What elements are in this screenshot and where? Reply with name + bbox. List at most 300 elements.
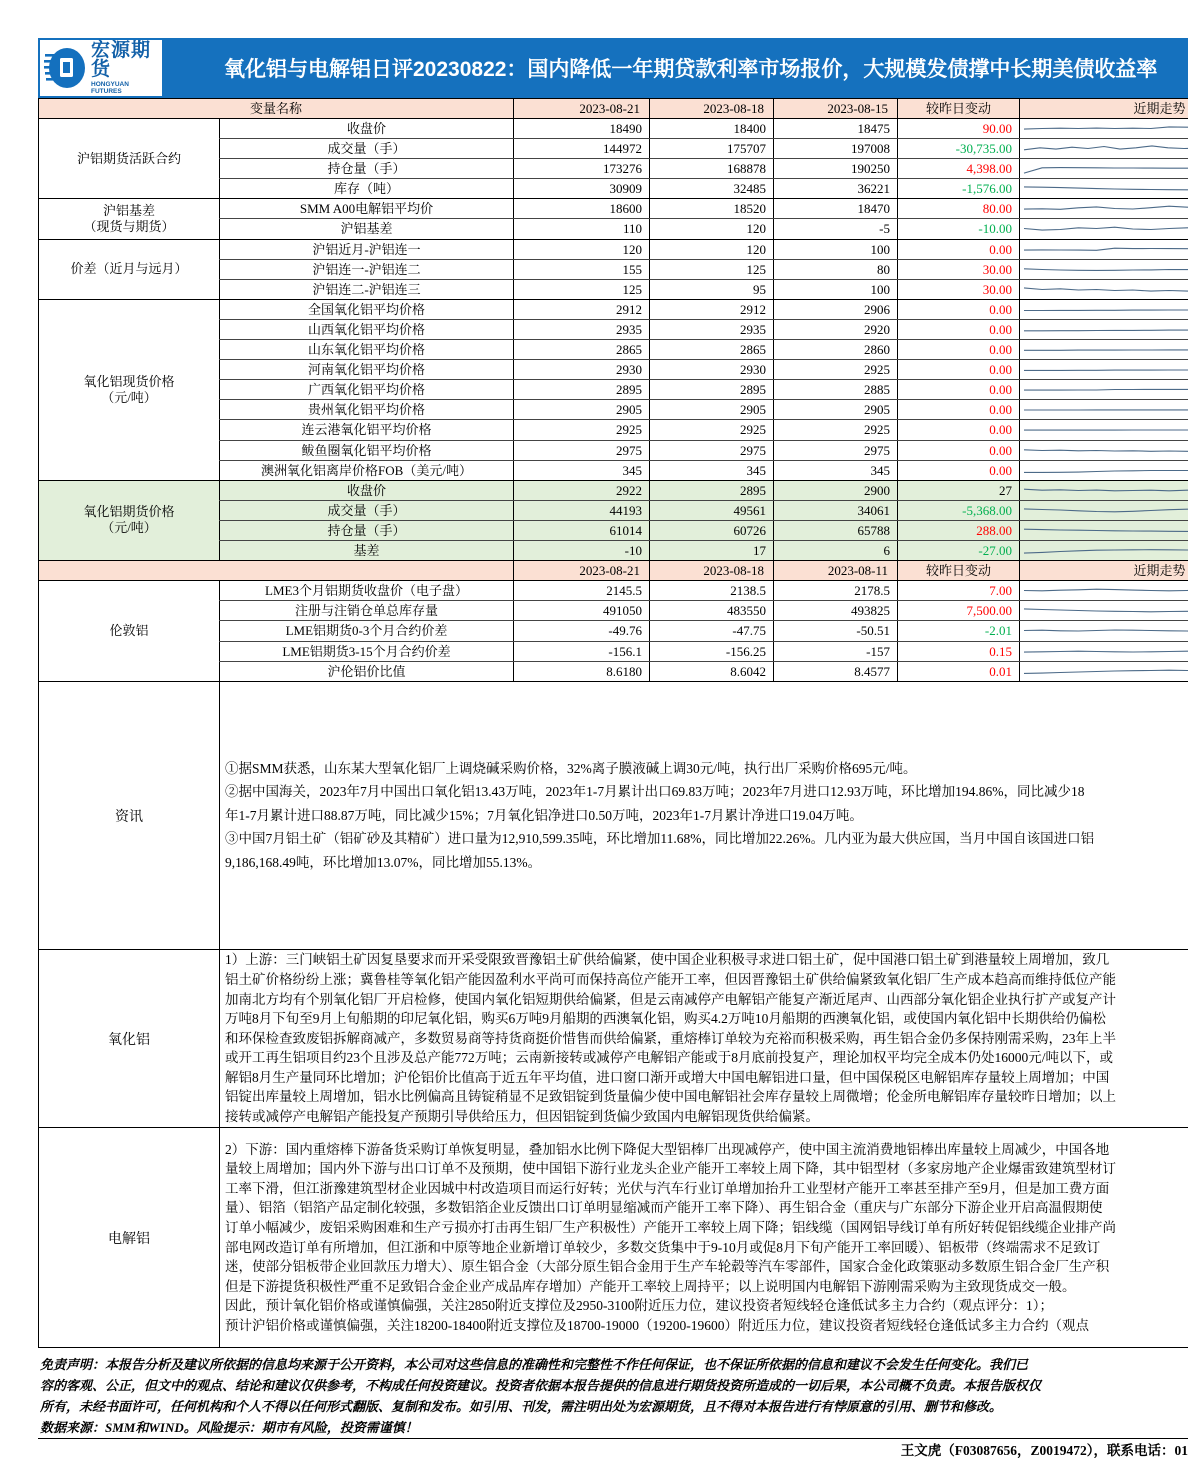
value-cell: 2912 (649, 300, 773, 319)
value-cell: 2925 (773, 420, 897, 439)
value-cell: 61014 (513, 521, 649, 540)
value-cell: 18490 (513, 119, 649, 138)
group-rows (219, 581, 1188, 681)
table-row (219, 280, 1188, 299)
section-text-line: 迷，使部分铝板带企业回款压力增大）、原生铝合金（大部分原生铝合金用于生产车轮毂等汽车零部件，国家合金化政策驱动多数原生铝合金厂生产积 (225, 1259, 1110, 1275)
section-label: 电解铝 (39, 1128, 220, 1347)
change-cell: 0.00 (897, 441, 1019, 460)
change-cell: 0.01 (897, 662, 1019, 681)
value-cell: 32485 (649, 179, 773, 198)
variable-name-cell: 澳洲氧化铝离岸价格FOB（美元/吨） (219, 461, 513, 480)
table-row (219, 601, 1188, 621)
value-cell: 8.6180 (513, 662, 649, 681)
value-cell: 120 (513, 240, 649, 259)
value-cell: 110 (513, 219, 649, 238)
trend-sparkline (1020, 400, 1188, 419)
value-cell: 2145.5 (513, 581, 649, 600)
change-cell: 27 (897, 481, 1019, 500)
value-cell: 2922 (513, 481, 649, 500)
trend-sparkline (1020, 159, 1188, 178)
trend-cell (1019, 119, 1188, 138)
change-cell: 0.00 (897, 360, 1019, 379)
change-cell: -27.00 (897, 541, 1019, 560)
date-header: 2023-08-15 (773, 99, 897, 118)
value-cell: 18600 (513, 199, 649, 218)
value-cell: 60726 (649, 521, 773, 540)
trend-cell (1019, 601, 1188, 620)
trend-sparkline (1020, 662, 1188, 681)
variable-name-cell: 库存（吨） (219, 179, 513, 198)
trend-cell (1019, 621, 1188, 640)
value-cell: 190250 (773, 159, 897, 178)
group-label-line: （元/吨） (101, 389, 157, 405)
value-cell: 2975 (513, 441, 649, 460)
trend-cell (1019, 501, 1188, 520)
change-cell: 0.00 (897, 380, 1019, 399)
value-cell: 34061 (773, 501, 897, 520)
change-cell: 7,500.00 (897, 601, 1019, 620)
trend-cell (1019, 521, 1188, 540)
section-text-line: 加南北方均有个别氧化铝厂开启检修，使国内氧化铝短期供给偏紧，但是云南减停产电解铝产能复产渐近尾声、山西部分氧化铝企业执行扩产或复产计 (225, 991, 1116, 1007)
table-group (39, 481, 1188, 561)
section-label: 氧化铝 (39, 950, 220, 1127)
variable-name-cell: 广西氧化铝平均价格 (219, 380, 513, 399)
value-cell: 18470 (773, 199, 897, 218)
variable-name-cell: 成交量（手） (219, 501, 513, 520)
group-rows (219, 300, 1188, 480)
company-logo (40, 40, 162, 96)
value-cell: 125 (513, 280, 649, 299)
group-rows (219, 119, 1188, 198)
logo-subtitle: HONGYUAN FUTURES (91, 81, 129, 95)
value-cell: -5 (773, 219, 897, 238)
trend-sparkline (1020, 481, 1188, 500)
trend-header: 近期走势 (1019, 561, 1188, 580)
section-text-line: 2）下游：国内重熔棒下游备货采购订单恢复明显，叠加铝水比例下降促大型铝棒厂出现减停产，使中国主流消费地铝棒出库量较上周减少，中国各地 (225, 1141, 1110, 1157)
table-group (39, 581, 1188, 682)
value-cell: 2865 (649, 340, 773, 359)
trend-cell (1019, 360, 1188, 379)
table-row (219, 441, 1188, 461)
group-rows (219, 481, 1188, 560)
table-row (219, 521, 1188, 541)
value-cell: 2895 (513, 380, 649, 399)
section-text-line: 但是下游提货积极性严重不足致铝合金企业产成品库存增加）产能开工率较上周持平；以上说明国内电解铝下游刚需采购为主致现货成交一般。 (225, 1278, 1076, 1294)
trend-sparkline (1020, 300, 1188, 319)
trend-sparkline (1020, 581, 1188, 600)
section-label: 资讯 (39, 682, 220, 949)
table-group (39, 199, 1188, 239)
change-header: 较昨日变动 (897, 561, 1019, 580)
value-cell: 2925 (773, 360, 897, 379)
change-cell: 0.00 (897, 240, 1019, 259)
change-cell: 7.00 (897, 581, 1019, 600)
variable-name-cell: LME3个月铝期货收盘价（电子盘） (219, 581, 513, 600)
value-cell: 2895 (649, 481, 773, 500)
data-table (38, 98, 1188, 682)
variable-name-cell: 收盘价 (219, 481, 513, 500)
table-header-row (39, 99, 1188, 119)
value-cell: -157 (773, 642, 897, 661)
date-header: 2023-08-21 (513, 99, 649, 118)
value-cell: 65788 (773, 521, 897, 540)
variable-name-cell: 鲅鱼圈氧化铝平均价格 (219, 441, 513, 460)
trend-cell (1019, 662, 1188, 681)
section-text-line: 铝土矿价格纷纷上涨；冀鲁桂等氧化铝产能因盈利水平尚可而保持高位产能开工率，但因晋豫铝土矿供给偏紧致氧化铝厂生产成本趋高而维持低位产能 (225, 971, 1116, 987)
value-cell: -156.1 (513, 642, 649, 661)
trend-cell (1019, 420, 1188, 439)
group-label-line: 沪铝基差 (102, 202, 155, 218)
variable-name-cell: LME铝期货3-15个月合约价差 (219, 642, 513, 661)
variable-name-header (39, 561, 513, 580)
section-text-line: ②据中国海关，2023年7月中国出口氧化铝13.43万吨，2023年1-7月累计出口69.83万吨；2023年7月进口12.93万吨，环比增加194.86%，同比减少18 (225, 784, 1085, 800)
trend-sparkline (1020, 541, 1188, 560)
date-header: 2023-08-18 (649, 99, 773, 118)
value-cell: 17 (649, 541, 773, 560)
table-row (219, 662, 1188, 681)
value-cell: 2930 (513, 360, 649, 379)
trend-sparkline (1020, 621, 1188, 640)
table-row (219, 380, 1188, 400)
value-cell: -47.75 (649, 621, 773, 640)
value-cell: 120 (649, 219, 773, 238)
trend-cell (1019, 581, 1188, 600)
value-cell: 6 (773, 541, 897, 560)
text-sections (38, 682, 1188, 1348)
value-cell: 100 (773, 280, 897, 299)
section-text-line: 解铝8月生产量同环比增加；沪伦铝价比值高于近五年平均值，进口窗口渐开或增大中国电解铝进口量，但中国保税区电解铝库存量较上周增加；中国 (225, 1069, 1110, 1085)
change-cell: -5,368.00 (897, 501, 1019, 520)
trend-cell (1019, 179, 1188, 198)
table-row (219, 199, 1188, 219)
table-row (219, 320, 1188, 340)
value-cell: 197008 (773, 139, 897, 158)
group-label-line: 氧化铝现货价格 (83, 373, 175, 389)
table-row (219, 219, 1188, 238)
section-text-line: 9,186,168.49吨，环比增加13.07%，同比增加55.13%。 (225, 854, 542, 870)
table-row (219, 300, 1188, 320)
section-text-line: ③中国7月铝土矿（铝矿砂及其精矿）进口量为12,910,599.35吨，环比增加11.68%，同比增加22.26%。几内亚为最大供应国，当月中国自该国进口铝 (225, 831, 1095, 847)
group-label (39, 481, 219, 560)
value-cell: 2178.5 (773, 581, 897, 600)
group-label-line: （元/吨） (101, 520, 157, 536)
trend-sparkline (1020, 642, 1188, 661)
change-cell: 0.00 (897, 340, 1019, 359)
group-label-line: 氧化铝期货价格 (83, 504, 175, 520)
disclaimer (38, 1348, 1188, 1438)
value-cell: 345 (773, 461, 897, 480)
value-cell: 491050 (513, 601, 649, 620)
variable-name-cell: 山西氧化铝平均价格 (219, 320, 513, 339)
section-text-line: 年1-7月累计进口88.87万吨，同比减少15%；7月氧化铝净进口0.50万吨，2023年1-7月累计净进口19.04万吨。 (225, 807, 863, 823)
trend-cell (1019, 300, 1188, 319)
section-text (220, 950, 1188, 1127)
disclaimer-line: 免责声明：本报告分析及建议所依据的信息均来源于公开资料，本公司对这些信息的准确性和完整性不作任何保证，也不保证所依据的信息和建议不会发生任何变化。我们已 (40, 1357, 1029, 1372)
value-cell: 345 (649, 461, 773, 480)
variable-name-cell: 沪铝基差 (219, 219, 513, 238)
title-band (38, 38, 1188, 98)
value-cell: -156.25 (649, 642, 773, 661)
change-cell: 0.00 (897, 420, 1019, 439)
section-氧化铝 (38, 950, 1188, 1128)
value-cell: 175707 (649, 139, 773, 158)
table-row (219, 581, 1188, 601)
variable-name-cell: 沪铝近月-沪铝连一 (219, 240, 513, 259)
value-cell: 2860 (773, 340, 897, 359)
value-cell: 95 (649, 280, 773, 299)
disclaimer-line: 数据来源：SMM和WIND。风险提示：期市有风险，投资需谨慎！ (40, 1420, 418, 1435)
group-label-line: 伦敦铝 (109, 623, 149, 639)
analyst-signature: 王文虎（F03087656，Z0019472），联系电话：01 (900, 1443, 1188, 1458)
trend-sparkline (1020, 340, 1188, 359)
trend-cell (1019, 481, 1188, 500)
variable-name-cell: 收盘价 (219, 119, 513, 138)
value-cell: 2935 (513, 320, 649, 339)
trend-cell (1019, 159, 1188, 178)
section-text-line: 1）上游：三门峡铝土矿因复垦要求而开采受限致晋豫铝土矿供给偏紧，使中国企业积极寻求进口铝土矿，促中国港口铝土矿到港量较上周增加，致几 (225, 952, 1110, 968)
section-电解铝 (38, 1128, 1188, 1348)
value-cell: 49561 (649, 501, 773, 520)
group-label (39, 581, 219, 681)
trend-cell (1019, 260, 1188, 279)
group-label-line: （现货与期货） (83, 218, 175, 234)
change-cell: 0.00 (897, 400, 1019, 419)
change-cell: -30,735.00 (897, 139, 1019, 158)
trend-sparkline (1020, 139, 1188, 158)
group-rows (219, 240, 1188, 299)
report-title: 氧化铝与电解铝日评20230822：国内降低一年期贷款利率市场报价，大规模发债撑中长期美债收益率 (224, 58, 1158, 81)
section-text-line: 预计沪铝价格或谨慎偏强，关注18200-18400附近支撑位及18700-19000（19200-19600）附近压力位，建议投资者短线轻仓逢低试多主力合约（观点 (225, 1317, 1089, 1333)
group-label (39, 300, 219, 480)
value-cell: 8.6042 (649, 662, 773, 681)
table-row (219, 119, 1188, 139)
value-cell: 155 (513, 260, 649, 279)
trend-cell (1019, 642, 1188, 661)
variable-name-cell: LME铝期货0-3个月合约价差 (219, 621, 513, 640)
value-cell: 2900 (773, 481, 897, 500)
section-资讯 (38, 682, 1188, 950)
value-cell: 2925 (649, 420, 773, 439)
date-header: 2023-08-11 (773, 561, 897, 580)
trend-sparkline (1020, 320, 1188, 339)
trend-sparkline (1020, 219, 1188, 238)
variable-name-header: 变量名称 (249, 101, 302, 116)
trend-header: 近期走势 (1019, 99, 1188, 118)
variable-name-cell: 沪伦铝价比值 (219, 662, 513, 681)
trend-sparkline (1020, 260, 1188, 279)
section-text-line: 接转或减停产电解铝产能投复产预期引导供给压力，但因铝锭到货偏少致国内电解铝现货供给偏紧。 (225, 1109, 819, 1125)
group-label (39, 199, 219, 238)
section-text-line: 订单小幅减少，废铝采购困难和生产亏损亦打击再生铝厂生产积极性）产能开工率较上周下降；铝线缆（国网铝导线订单有所好转促铝线缆企业排产尚 (225, 1219, 1116, 1235)
change-cell: -1,576.00 (897, 179, 1019, 198)
value-cell: 8.4577 (773, 662, 897, 681)
variable-name-cell: 持仓量（手） (219, 521, 513, 540)
trend-cell (1019, 199, 1188, 218)
section-text-line: 量）、铝箔（铝箔产品定制化较强，多数铝箔企业反馈出口订单明显缩减而产能开工率下降）、再生铝合金（重庆与广东部分下游企业开启高温假期使 (225, 1200, 1103, 1216)
variable-name-cell: 贵州氧化铝平均价格 (219, 400, 513, 419)
table-row (219, 179, 1188, 198)
value-cell: 18400 (649, 119, 773, 138)
value-cell: 483550 (649, 601, 773, 620)
trend-cell (1019, 139, 1188, 158)
trend-sparkline (1020, 420, 1188, 439)
trend-cell (1019, 441, 1188, 460)
table-group (39, 119, 1188, 199)
table-row (219, 621, 1188, 641)
trend-sparkline (1020, 501, 1188, 520)
table-row (219, 642, 1188, 662)
value-cell: 2906 (773, 300, 897, 319)
section-text-line: 万吨8月下旬至9月上旬船期的印尼氧化铝，购买6万吨9月船期的西澳氧化铝，购买4.2万吨10月船期的西澳氧化铝，或使国内氧化铝中长期供给仍偏松 (225, 1011, 1106, 1027)
value-cell: 2975 (649, 441, 773, 460)
value-cell: 44193 (513, 501, 649, 520)
table-group (39, 300, 1188, 481)
value-cell: 2905 (773, 400, 897, 419)
table-row (219, 360, 1188, 380)
value-cell: 120 (649, 240, 773, 259)
logo-globe-icon (44, 46, 88, 90)
section-text-line: 或开工再生铝项目约23个且涉及总产能772万吨；云南新接转或减停产电解铝产能或于8月底前投复产，理论加权平均完全成本仍处16000元/吨以下，或 (225, 1050, 1113, 1066)
value-cell: 18520 (649, 199, 773, 218)
value-cell: 2905 (649, 400, 773, 419)
value-cell: 345 (513, 461, 649, 480)
section-text-line: 铝锭出库量较上周增加，铝水比例偏高且铸锭稍显不足致铝锭到货量偏少使中国电解铝社会库存量较上周微增；伦金所电解铝库存量较昨日增加；以上 (225, 1089, 1116, 1105)
table-row (219, 260, 1188, 280)
group-label (39, 240, 219, 299)
variable-name-cell: 沪铝连二-沪铝连三 (219, 280, 513, 299)
value-cell: -10 (513, 541, 649, 560)
change-cell: 80.00 (897, 199, 1019, 218)
trend-sparkline (1020, 280, 1188, 299)
trend-sparkline (1020, 179, 1188, 198)
trend-cell (1019, 320, 1188, 339)
variable-name-cell: 全国氧化铝平均价格 (219, 300, 513, 319)
change-cell: 30.00 (897, 260, 1019, 279)
value-cell: 2912 (513, 300, 649, 319)
date-header: 2023-08-21 (513, 561, 649, 580)
table-row (219, 159, 1188, 179)
variable-name-cell: 成交量（手） (219, 139, 513, 158)
section-text-line: 和环保检查致废铝拆解商减产，多数贸易商等持货商挺价惜售而供给偏紧，重熔棒订单较为充裕而积极采购，再生铝合金仍多保持刚需采购，23年上半 (225, 1030, 1116, 1046)
change-cell: 0.00 (897, 461, 1019, 480)
change-cell: -10.00 (897, 219, 1019, 238)
value-cell: 2905 (513, 400, 649, 419)
group-rows (219, 199, 1188, 238)
value-cell: 2865 (513, 340, 649, 359)
value-cell: 168878 (649, 159, 773, 178)
table-row (219, 139, 1188, 159)
table-row (219, 461, 1188, 480)
variable-name-cell: 持仓量（手） (219, 159, 513, 178)
variable-name-cell: 山东氧化铝平均价格 (219, 340, 513, 359)
trend-sparkline (1020, 360, 1188, 379)
trend-cell (1019, 219, 1188, 238)
group-label-line: 沪铝期货活跃合约 (76, 150, 181, 166)
table-row (219, 400, 1188, 420)
trend-cell (1019, 240, 1188, 259)
section-text-line: ①据SMM获悉，山东某大型氧化铝厂上调烧碱采购价格，32%离子膜液碱上调30元/吨，执行出厂采购价格695元/吨。 (225, 760, 917, 776)
value-cell: 2138.5 (649, 581, 773, 600)
disclaimer-line: 所有，未经书面许可，任何机构和个人不得以任何形式翻版、复制和发布。如引用、刊发，需注明出处为宏源期货，且不得对本报告进行有悖原意的引用、删节和修改。 (40, 1399, 1003, 1414)
value-cell: -50.51 (773, 621, 897, 640)
trend-sparkline (1020, 441, 1188, 460)
trend-cell (1019, 340, 1188, 359)
value-cell: 2895 (649, 380, 773, 399)
value-cell: 80 (773, 260, 897, 279)
variable-name-cell: 基差 (219, 541, 513, 560)
group-label-line: 价差（近月与远月） (70, 261, 188, 277)
table-row (219, 501, 1188, 521)
value-cell: 173276 (513, 159, 649, 178)
variable-name-cell: 注册与注销仓单总库存量 (219, 601, 513, 620)
table-group (39, 240, 1188, 300)
signature-row (38, 1438, 1188, 1458)
trend-sparkline (1020, 461, 1188, 480)
value-cell: 144972 (513, 139, 649, 158)
table-row (219, 481, 1188, 501)
change-header: 较昨日变动 (897, 99, 1019, 118)
variable-name-cell: 沪铝连一-沪铝连二 (219, 260, 513, 279)
value-cell: -49.76 (513, 621, 649, 640)
change-cell: -2.01 (897, 621, 1019, 640)
table-row (219, 340, 1188, 360)
trend-cell (1019, 541, 1188, 560)
section-text-line: 工率下滑，但江浙豫建筑型材企业因城中村改造项目而运行好转；光伏与汽车行业订单增加抬升工业型材产能开工率甚至排产至9月，但是加工费方面 (225, 1180, 1110, 1196)
disclaimer-line: 容的客观、公正，但文中的观点、结论和建议仅供参考，不构成任何投资建议。投资者依据本报告提供的信息进行期货投资所造成的一切后果，本公司概不负责。本报告版权仅 (40, 1378, 1042, 1393)
change-cell: 288.00 (897, 521, 1019, 540)
value-cell: 2920 (773, 320, 897, 339)
section-text-line: 部电网改造订单有所增加，但江浙和中原等地企业新增订单较少，多数交货集中于9-10月或促8月下旬产能开工率回暖）、铝板带（终端需求不足致订 (225, 1239, 1101, 1255)
value-cell: 2975 (773, 441, 897, 460)
variable-name-cell: SMM A00电解铝平均价 (219, 199, 513, 218)
trend-sparkline (1020, 240, 1188, 259)
trend-cell (1019, 280, 1188, 299)
trend-sparkline (1020, 199, 1188, 218)
trend-cell (1019, 461, 1188, 480)
value-cell: 493825 (773, 601, 897, 620)
table-row (219, 541, 1188, 560)
value-cell: 2930 (649, 360, 773, 379)
group-label (39, 119, 219, 198)
variable-name-cell: 河南氧化铝平均价格 (219, 360, 513, 379)
table-header-row (39, 561, 1188, 581)
value-cell: 100 (773, 240, 897, 259)
trend-sparkline (1020, 380, 1188, 399)
variable-name-cell: 连云港氧化铝平均价格 (219, 420, 513, 439)
trend-sparkline (1020, 601, 1188, 620)
change-cell: 0.00 (897, 300, 1019, 319)
value-cell: 18475 (773, 119, 897, 138)
change-cell: 30.00 (897, 280, 1019, 299)
table-row (219, 240, 1188, 260)
logo-title: 宏源期货 (91, 40, 152, 80)
value-cell: 125 (649, 260, 773, 279)
section-text (220, 1128, 1188, 1347)
table-row (219, 420, 1188, 440)
value-cell: 36221 (773, 179, 897, 198)
change-cell: 0.00 (897, 320, 1019, 339)
value-cell: 30909 (513, 179, 649, 198)
value-cell: 2935 (649, 320, 773, 339)
change-cell: 90.00 (897, 119, 1019, 138)
trend-cell (1019, 380, 1188, 399)
value-cell: 2925 (513, 420, 649, 439)
trend-sparkline (1020, 119, 1188, 138)
section-text-line: 因此，预计氧化铝价格或谨慎偏强，关注2850附近支撑位及2950-3100附近压力位，建议投资者短线轻仓逢低试多主力合约（观点评分：1）； (225, 1298, 1053, 1314)
section-text (220, 682, 1188, 949)
change-cell: 0.15 (897, 642, 1019, 661)
trend-cell (1019, 400, 1188, 419)
